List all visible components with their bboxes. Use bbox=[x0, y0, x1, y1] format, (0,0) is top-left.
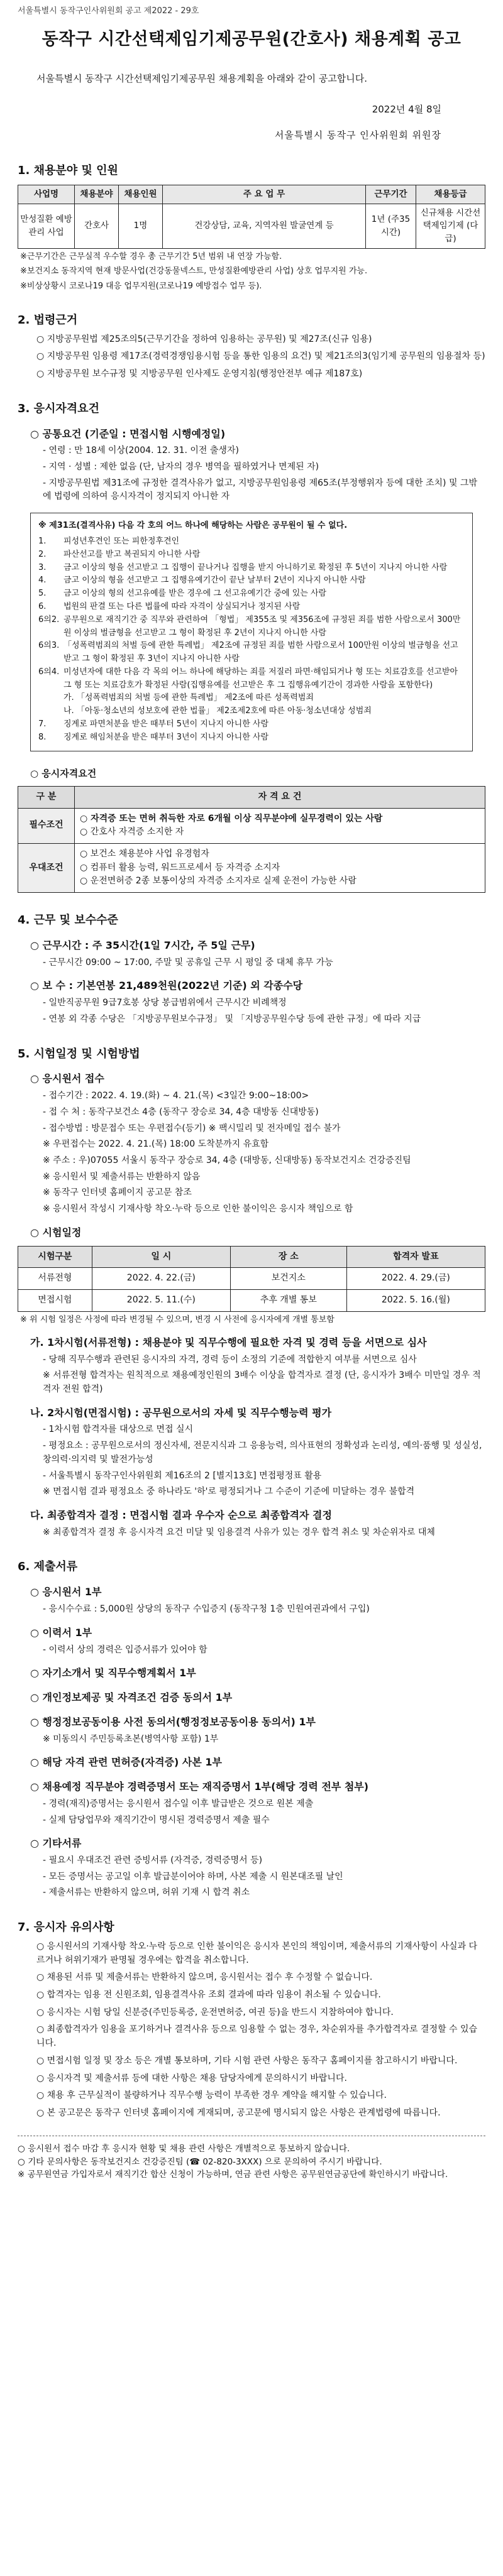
receipt-item: ※ 주소 : 우)07055 서울시 동작구 장승로 34, 4층 (대방동, 신대방동) 동작보건지소 건강증진팀 bbox=[43, 1155, 411, 1166]
col-header: 자 격 요 건 bbox=[75, 786, 485, 808]
receipt-item: - 접수방법 : 방문접수 또는 우편접수(등기) ※ 팩시밀리 및 전자메일 접수 불가 bbox=[43, 1123, 341, 1133]
item-number: 8. bbox=[38, 732, 47, 742]
preferred-item: ○ 컴퓨터 활용 능력, 워드프로세서 등 자격증 소지자 bbox=[80, 862, 280, 873]
law-item: ○ 지방공무원 임용령 제17조(경력경쟁임용시험 등을 통한 임용의 요건) 및 제21조의3(임기제 공무원의 임용절차 등) bbox=[36, 351, 485, 362]
exam-method-item: - 서울특별시 동작구인사위원회 제16조의 2 [별지13호] 면접평정표 활용 bbox=[43, 1470, 322, 1481]
required-document-item: ○ 행정정보공동이용 사전 동의서(행정정보공동이용 동의서) 1부 bbox=[30, 1715, 316, 1728]
section1-note: ※비상상황시 코로나19 대응 업무지원(코로나19 예방접수 업무 등). bbox=[20, 281, 262, 291]
required-cell bbox=[75, 808, 485, 843]
receipt-item: ※ 우편접수는 2022. 4. 21.(목) 18:00 도착분까지 유효함 bbox=[43, 1139, 269, 1150]
section6-heading: 6. 제출서류 bbox=[18, 1560, 78, 1574]
disqualification-item bbox=[38, 562, 465, 575]
requirement-item: - 지방공무원법 제31조에 규정한 결격사유가 없고, 지방공무원임용령 제65조(부정행위자 등에 대한 조치) 및 그밖에 법령에 의하여 응시자격이 정지되지 아니한 자 bbox=[43, 478, 477, 502]
item-text: 파산선고를 받고 복권되지 아니한 사람 bbox=[64, 549, 201, 559]
footer-item: ○ 응시원서 접수 마감 후 응시자 현황 및 채용 관련 사항은 개별적으로 통보하지 않습니다. bbox=[18, 2143, 350, 2154]
table-row bbox=[18, 808, 485, 843]
intro-text: 서울특별시 동작구 시간선택제임기제공무원 채용계획을 아래와 같이 공고합니다. bbox=[36, 72, 368, 84]
disqualification-box bbox=[30, 513, 473, 751]
disqualification-item bbox=[38, 601, 465, 614]
item-number: 4. bbox=[38, 576, 47, 586]
caution-item: ○ 본 공고문은 동작구 인터넷 홈페이지에 게재되며, 공고문에 명시되지 않은 사항은 관계법령에 따릅니다. bbox=[36, 2107, 441, 2118]
receipt-item: ※ 응시원서 작성시 기재사항 착오·누락 등으로 인한 불이익은 응시자 책임으로 함 bbox=[43, 1204, 353, 1214]
schedule-table bbox=[18, 1246, 485, 1312]
cell: 2022. 4. 22.(금) bbox=[92, 1268, 230, 1290]
disqualification-item bbox=[38, 535, 465, 548]
announcement-date: 2022년 4월 8일 bbox=[372, 104, 441, 116]
application-form: ○ 응시원서 1부 bbox=[30, 1586, 102, 1598]
pay: ○ 보 수 : 기본연봉 21,489천원(2022년 기준) 외 각종수당 bbox=[30, 980, 303, 992]
item-text: 금고 이상의 형을 선고받고 그 집행이 끝나거나 집행을 받지 아니하기로 확정된 후 5년이 지나지 아니한 사람 bbox=[64, 562, 448, 572]
law-item: ○ 지방공무원 보수규정 및 지방공무원 인사제도 운영지침(행정안전부 예규 제187호) bbox=[36, 369, 363, 379]
required-document-item: - 이력서 상의 경력은 입증서류가 있어야 함 bbox=[43, 1644, 207, 1655]
section7-heading: 7. 응시자 유의사항 bbox=[18, 1921, 114, 1935]
caution-item: ○ 응시자격 및 제출서류 등에 대한 사항은 채용 담당자에게 문의하시기 바랍니다. bbox=[36, 2073, 347, 2083]
required-item: ○ 자격증 또는 면허 취득한 자로 6개월 이상 직무분야에 실무경력이 있는 사람 bbox=[80, 813, 383, 824]
page-title: 동작구 시간선택제임기제공무원(간호사) 채용계획 공고 bbox=[41, 30, 462, 50]
section1-heading: 1. 채용분야 및 인원 bbox=[18, 163, 118, 177]
required-document-item: ○ 채용예정 직무분야 경력증명서 또는 재직증명서 1부(해당 경력 전부 첨부) bbox=[30, 1781, 369, 1793]
law-item: ○ 지방공무원법 제25조의5(근무기간을 정하여 임용하는 공무원) 및 제27조(신규 임용) bbox=[36, 334, 372, 344]
work-hours-detail: - 근무시간 09:00 ~ 17:00, 주말 및 공휴일 근무 시 평일 중 대체 휴무 가능 bbox=[43, 957, 333, 968]
preferred-item: ○ 보건소 채용분야 사업 유경험자 bbox=[80, 848, 209, 859]
recruitment-table bbox=[18, 185, 485, 249]
exam-method-item: - 당해 직무수행과 관련된 응시자의 자격, 경력 등이 소정의 기준에 적합한지 여부를 서면으로 심사 bbox=[43, 1354, 417, 1365]
table-row bbox=[18, 843, 485, 892]
qualification-table bbox=[18, 786, 485, 893]
receipt-item: - 접수기간 : 2022. 4. 19.(화) ~ 4. 21.(목) <3일간 9:00~18:00> bbox=[43, 1091, 309, 1101]
preferred-label: 우대조건 bbox=[18, 843, 75, 892]
col-header: 사업명 bbox=[18, 185, 75, 204]
caution-item: ○ 최종합격자가 임용을 포기하거나 결격사유 등으로 임용할 수 없는 경우, 차순위자를 추가합격자로 결정할 수 있습니다. bbox=[36, 2024, 478, 2049]
item-text: 금고 이상의 형의 선고유예를 받은 경우에 그 선고유예기간 중에 있는 사람 bbox=[64, 589, 327, 599]
col-header: 합격자 발표 bbox=[346, 1246, 485, 1268]
item-text: 금고 이상의 형을 선고받고 그 집행유예기간이 끝난 날부터 2년이 지나지 아니한 사람 bbox=[64, 576, 366, 586]
cell-period: 1년 (주35시간) bbox=[366, 204, 416, 249]
item-text: 가. 「성폭력범죄의 처벌 등에 관한 특례법」 제2조에 따른 성폭력범죄 bbox=[64, 693, 314, 703]
col-header: 시험구분 bbox=[18, 1246, 92, 1268]
issuer: 서울특별시 동작구 인사위원회 위원장 bbox=[274, 129, 441, 141]
disqualification-item bbox=[38, 705, 465, 718]
disqualification-item bbox=[38, 640, 465, 666]
required-item: ○ 간호사 자격증 소지한 자 bbox=[80, 827, 184, 838]
preferred-item: ○ 운전면허증 2종 보통이상의 자격증 소지자로 실제 운전이 가능한 사람 bbox=[80, 876, 357, 887]
receipt-heading: ○ 응시원서 접수 bbox=[30, 1072, 104, 1085]
col-header: 주 요 업 무 bbox=[163, 185, 366, 204]
item-number: 6의4. bbox=[38, 667, 60, 677]
table-row bbox=[18, 1268, 485, 1290]
cell-project: 만성질환 예방관리 사업 bbox=[18, 204, 75, 249]
cell: 면접시험 bbox=[18, 1289, 92, 1311]
item-text: 징계로 해임처분을 받은 때부터 3년이 지나지 아니한 사람 bbox=[64, 732, 269, 742]
item-number: 6의2. bbox=[38, 614, 60, 625]
section2-heading: 2. 법령근거 bbox=[18, 313, 78, 327]
item-number: 2. bbox=[38, 549, 47, 559]
cell-count: 1명 bbox=[119, 204, 163, 249]
preferred-cell bbox=[75, 843, 485, 892]
schedule-note: ※ 위 시험 일정은 사정에 따라 변경될 수 있으며, 변경 시 사전에 응시자에게 개별 통보함 bbox=[20, 1314, 334, 1324]
exam-method-item: - 1차시험 합격자를 대상으로 면접 실시 bbox=[43, 1424, 194, 1435]
required-document-item: - 필요시 우대조건 관련 증빙서류 (자격증, 경력증명서 등) bbox=[43, 1855, 263, 1866]
col-header: 채용등급 bbox=[416, 185, 485, 204]
required-document-item: ※ 미동의시 주민등록초본(병역사항 포함) 1부 bbox=[43, 1733, 219, 1744]
required-document-item: - 모든 증명서는 공고일 이후 발급분이어야 하며, 사본 제출 시 원본대조필 날인 bbox=[43, 1871, 343, 1882]
receipt-item: ※ 응시원서 및 제출서류는 반환하지 않음 bbox=[43, 1171, 201, 1182]
section1-note: ※근무기간은 근무실적 우수할 경우 총 근무기간 5년 범위 내 연장 가능함. bbox=[20, 252, 282, 262]
caution-item: ○ 면접시험 일정 및 장소 등은 개별 통보하며, 기타 시험 관련 사항은 동작구 홈페이지를 참고하시기 바랍니다. bbox=[36, 2055, 458, 2066]
item-text: 미성년자에 대한 다음 각 목의 어느 하나에 해당하는 죄를 저질러 파면·해임되거나 형 또는 치료감호를 선고받아 그 형 또는 치료감호가 확정된 사람(집행유예를 선고받은 후 그 집행유예기간이 경과한 사람을 포함한다) bbox=[64, 667, 458, 690]
item-number bbox=[38, 692, 64, 705]
col-header: 구 분 bbox=[18, 786, 75, 808]
required-document-item: - 경력(재직)증명서는 응시원서 접수일 이후 발급받은 것으로 원본 제출 bbox=[43, 1798, 314, 1809]
caution-item: ○ 합격자는 임용 전 신원조회, 임용결격사유 조회 결과에 따라 임용이 취소될 수 있습니다. bbox=[36, 1990, 381, 2000]
section1-note: ※보건지소 동작지역 현재 방문사업(건강동물넥스트, 만성질환예방관리 사업) 상호 업무지원 가능. bbox=[20, 266, 368, 276]
col-header: 일 시 bbox=[92, 1246, 230, 1268]
section5-heading: 5. 시험일정 및 시험방법 bbox=[18, 1047, 140, 1061]
item-number bbox=[38, 705, 64, 718]
cell: 2022. 4. 29.(금) bbox=[346, 1268, 485, 1290]
caution-item: ○ 채용된 서류 및 제출서류는 반환하지 않으며, 응시원서는 접수 후 수정할 수 없습니다. bbox=[36, 1972, 373, 1983]
table-row bbox=[18, 204, 485, 249]
item-number: 5. bbox=[38, 589, 47, 599]
exam-method-item: 나. 2차시험(면접시험) : 공무원으로서의 자세 및 직무수행능력 평가 bbox=[30, 1406, 332, 1419]
requirement-item: - 연령 : 만 18세 이상(2004. 12. 31. 이전 출생자) bbox=[43, 445, 239, 456]
item-text: 공무원으로 재직기간 중 직무와 관련하여 「형법」 제355조 및 제356조에 규정된 죄를 범한 사람으로서 300만원 이상의 벌금형을 선고받고 그 형이 확정된 후 2년이 지나지 아니한 사람 bbox=[64, 614, 461, 638]
caution-item: ○ 채용 후 근무실적이 불량하거나 직무수행 능력이 부족한 경우 계약을 해지할 수 있습니다. bbox=[36, 2090, 387, 2101]
publication-number: 서울특별시 동작구인사위원회 공고 제2022 - 29호 bbox=[18, 6, 199, 16]
cell: 서류전형 bbox=[18, 1268, 92, 1290]
required-document-item: ○ 이력서 1부 bbox=[30, 1626, 92, 1639]
footer-item: ○ 기타 문의사항은 동작보건지소 건강증진팀 (☎ 02-820-3XXX) 으로 문의하여 주시기 바랍니다. bbox=[18, 2156, 382, 2167]
item-text: 피성년후견인 또는 피한정후견인 bbox=[64, 536, 180, 546]
disqualification-item bbox=[38, 718, 465, 731]
item-number: 3. bbox=[38, 562, 47, 572]
cell: 2022. 5. 16.(월) bbox=[346, 1289, 485, 1311]
exam-method-item: 다. 최종합격자 결정 : 면접시험 결과 우수자 순으로 최종합격자 결정 bbox=[30, 1509, 332, 1521]
cell-duties: 건강상담, 교육, 지역자원 발굴연계 등 bbox=[163, 204, 366, 249]
disqualification-item bbox=[38, 692, 465, 705]
exam-method-item: 가. 1차시험(서류전형) : 채용분야 및 직무수행에 필요한 자격 및 경력 등을 서면으로 심사 bbox=[30, 1336, 427, 1348]
footer-item: ※ 공무원연금 가입자로서 재직기간 합산 신청이 가능하며, 연금 관련 사항은 공무원연금공단에 확인하시기 바랍니다. bbox=[18, 2169, 448, 2180]
item-number: 7. bbox=[38, 719, 47, 729]
col-header: 장 소 bbox=[230, 1246, 346, 1268]
pay-detail: - 일반직공무원 9급7호봉 상당 봉급범위에서 근무시간 비례책정 bbox=[43, 998, 287, 1008]
footer-notes bbox=[18, 2136, 485, 2182]
disqualification-item bbox=[38, 574, 465, 587]
table-header-row bbox=[18, 1246, 485, 1268]
pay-detail: - 연봉 외 각종 수당은 「지방공무원보수규정」 및 「지방공무원수당 등에 관한 규정」에 따라 지급 bbox=[43, 1013, 421, 1024]
receipt-item: ※ 동작구 인터넷 홈페이지 공고문 참조 bbox=[43, 1187, 192, 1198]
cell-grade: 신규채용 시간선택제임기제 (다급) bbox=[416, 204, 485, 249]
item-text: 법원의 판결 또는 다른 법률에 따라 자격이 상실되거나 정지된 사람 bbox=[64, 601, 301, 611]
required-document-item: ○ 개인정보제공 및 자격조건 검증 동의서 1부 bbox=[30, 1691, 233, 1704]
cell: 추후 개별 통보 bbox=[230, 1289, 346, 1311]
work-hours: ○ 근무시간 : 주 35시간(1일 7시간, 주 5일 근무) bbox=[30, 939, 255, 951]
item-number: 1. bbox=[38, 536, 47, 546]
table-header-row bbox=[18, 185, 485, 204]
qualification-heading: ○ 응시자격요건 bbox=[30, 767, 97, 779]
cell: 보건지소 bbox=[230, 1268, 346, 1290]
cell-field: 간호사 bbox=[75, 204, 119, 249]
required-document-item: ○ 자기소개서 및 직무수행계획서 1부 bbox=[30, 1667, 196, 1679]
requirement-item: - 지역 · 성별 : 제한 없음 (단, 남자의 경우 병역을 필하였거나 면제된 자) bbox=[43, 462, 319, 472]
caution-item: ○ 응시원서의 기재사항 착오·누락 등으로 인한 불이익은 응시자 본인의 책임이며, 제출서류의 기재사항이 사실과 다르거나 허위기재가 판명될 경우에는 합격을 취소합니다. bbox=[36, 1941, 478, 1965]
table-header-row bbox=[18, 786, 485, 808]
section4-heading: 4. 근무 및 보수수준 bbox=[18, 914, 118, 927]
item-number: 6. bbox=[38, 601, 47, 611]
item-text: 징계로 파면처분을 받은 때부터 5년이 지나지 아니한 사람 bbox=[64, 719, 269, 729]
col-header: 근무기간 bbox=[366, 185, 416, 204]
item-text: 나. 「아동·청소년의 성보호에 관한 법률」 제2조제2호에 따른 아동·청소년대상 성범죄 bbox=[64, 706, 372, 716]
schedule-heading: ○ 시험일정 bbox=[30, 1226, 82, 1238]
exam-method-item: ※ 최종합격자 결정 후 응시자격 요건 미달 및 임용결격 사유가 있는 경우 합격 취소 및 차순위자로 대체 bbox=[43, 1527, 435, 1537]
required-document-item: ○ 기타서류 bbox=[30, 1837, 82, 1850]
col-header: 채용분야 bbox=[75, 185, 119, 204]
required-document-item: ○ 해당 자격 관련 면허증(자격증) 사본 1부 bbox=[30, 1756, 222, 1769]
disqualification-item bbox=[38, 666, 465, 692]
required-label: 필수조건 bbox=[18, 808, 75, 843]
disqualification-title: ※ 제31조(결격사유) 다음 각 호의 어느 하나에 해당하는 사람은 공무원이 될 수 없다. bbox=[38, 521, 348, 531]
disqualification-item bbox=[38, 548, 465, 562]
required-document-item: - 제출서류는 반환하지 않으며, 허위 기재 시 합격 취소 bbox=[43, 1887, 250, 1898]
receipt-item: - 접 수 처 : 동작구보건소 4층 (동작구 장승로 34, 4층 대방동 신대방동) bbox=[43, 1106, 319, 1117]
caution-item: ○ 응시자는 시험 당일 신분증(주민등록증, 운전면허증, 여권 등)을 반드시 지참하여야 합니다. bbox=[36, 2007, 394, 2017]
disqualification-item bbox=[38, 614, 465, 640]
disqualification-item bbox=[38, 731, 465, 745]
exam-method-item: ※ 면접시험 결과 평정요소 중 하나라도 '하'로 평정되거나 그 수준이 기준에 미달하는 경우 불합격 bbox=[43, 1487, 415, 1497]
section3-heading: 3. 응시자격요건 bbox=[18, 401, 99, 415]
exam-method-item: - 평정요소 : 공무원으로서의 정신자세, 전문지식과 그 응용능력, 의사표현의 정확성과 논리성, 예의·품행 및 성실성, 창의력·의지력 및 발전가능성 bbox=[43, 1441, 482, 1465]
common-requirements-heading: ○ 공통요건 (기준일 : 면접시험 시행예정일) bbox=[30, 427, 226, 440]
required-document-item: - 실제 담당업무와 재직기간이 명시된 경력증명서 제출 필수 bbox=[43, 1815, 270, 1825]
table-row bbox=[18, 1289, 485, 1311]
cell: 2022. 5. 11.(수) bbox=[92, 1289, 230, 1311]
disqualification-item bbox=[38, 587, 465, 601]
application-fee: - 응시수수료 : 5,000원 상당의 동작구 수입증지 (동작구청 1층 민원여권과에서 구입) bbox=[43, 1604, 370, 1615]
item-number: 6의3. bbox=[38, 641, 60, 651]
item-text: 「성폭력범죄의 처벌 등에 관한 특례법」 제2조에 규정된 죄를 범한 사람으로서 100만원 이상의 벌금형을 선고받고 그 형이 확정된 후 3년이 지나지 아니한 사람 bbox=[64, 641, 458, 664]
col-header: 채용인원 bbox=[119, 185, 163, 204]
exam-method-item: ※ 서류전형 합격자는 원칙적으로 채용예정인원의 3배수 이상을 합격자로 결정 (단, 응시자가 3배수 미만일 경우 적격자 전원 합격) bbox=[43, 1370, 481, 1394]
